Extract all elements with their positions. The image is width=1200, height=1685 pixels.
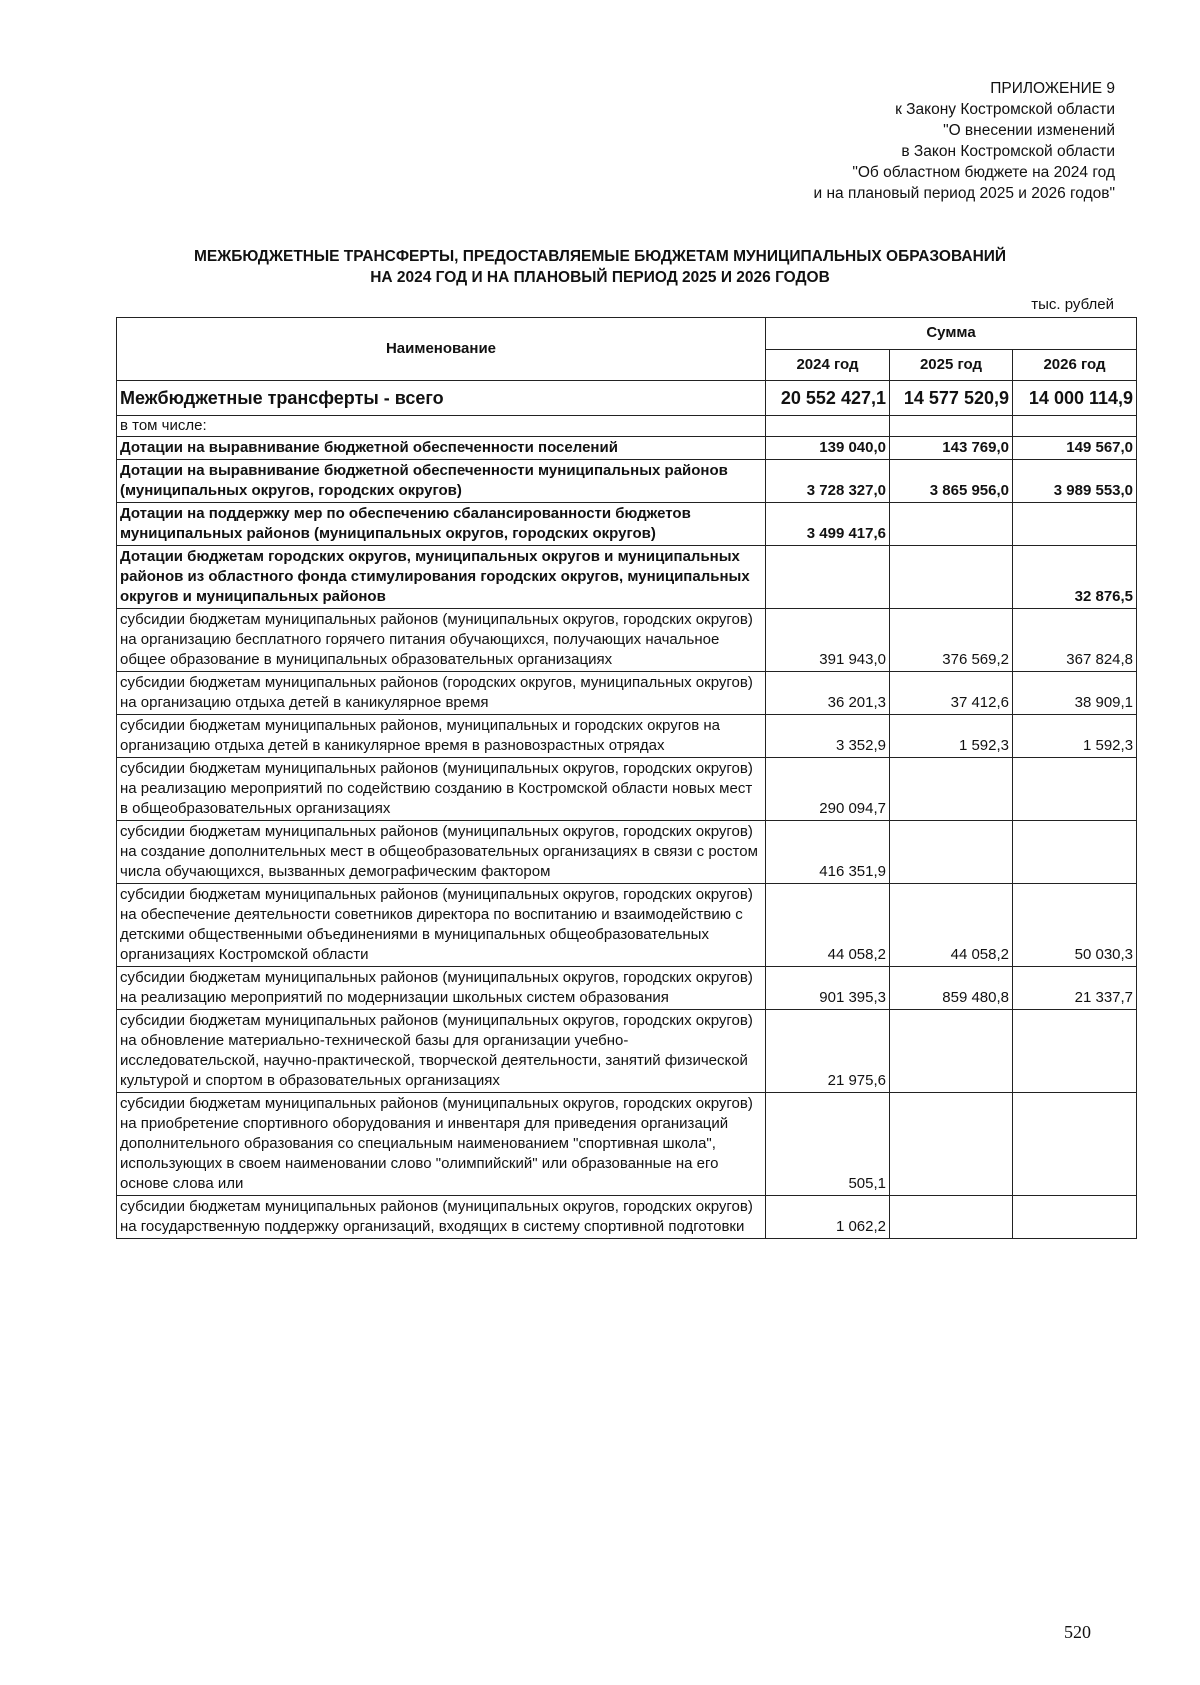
table-row	[117, 967, 1137, 1010]
row-name: Дотации на выравнивание бюджетной обеспеченности поселений	[117, 437, 766, 460]
row-value-2024: 139 040,0	[766, 437, 890, 460]
row-value-2025: 37 412,6	[890, 672, 1013, 715]
table-row	[117, 884, 1137, 967]
row-value-2025: 3 865 956,0	[890, 460, 1013, 503]
row-value-2024: 391 943,0	[766, 609, 890, 672]
row-value-2024: 505,1	[766, 1093, 890, 1196]
row-name: субсидии бюджетам муниципальных районов, муниципальных и городских округов на организацию отдыха детей в каникулярное время в разновозрастных отрядах	[117, 715, 766, 758]
row-value-2024: 3 728 327,0	[766, 460, 890, 503]
row-name: субсидии бюджетам муниципальных районов (муниципальных округов, городских округов) на приобретение спортивного оборудования и инвентаря для приведения организаций дополнительного образования со специальным наименованием "спортивная школа", использующих в своем наименовании слово "олимпийский" или образованные на его основе слова или	[117, 1093, 766, 1196]
empty-cell	[890, 416, 1013, 437]
title-line-2: НА 2024 ГОД И НА ПЛАНОВЫЙ ПЕРИОД 2025 И 2026 ГОДОВ	[370, 269, 830, 286]
row-value-2025	[890, 1010, 1013, 1093]
row-value-2024: 44 058,2	[766, 884, 890, 967]
row-value-2025: 1 592,3	[890, 715, 1013, 758]
empty-cell	[766, 416, 890, 437]
header-year-2025: 2025 год	[890, 349, 1013, 381]
header-year-2026: 2026 год	[1013, 349, 1137, 381]
row-name: субсидии бюджетам муниципальных районов (муниципальных округов, городских округов) на организацию бесплатного горячего питания обучающихся, получающих начальное общее образование в муниципальных образовательных организациях	[117, 609, 766, 672]
empty-cell	[1013, 416, 1137, 437]
row-name: субсидии бюджетам муниципальных районов (муниципальных округов, городских округов) на реализацию мероприятий по содействию созданию в Костромской области новых мест в общеобразовательных организациях	[117, 758, 766, 821]
table-row	[117, 821, 1137, 884]
transfers-table	[116, 317, 1137, 1239]
row-name: Дотации бюджетам городских округов, муниципальных округов и муниципальных районов из областного фонда стимулирования городских округов, муниципальных округов и муниципальных районов	[117, 546, 766, 609]
header-year-2024: 2024 год	[766, 349, 890, 381]
row-value-2024: 36 201,3	[766, 672, 890, 715]
row-value-2026	[1013, 758, 1137, 821]
row-name: субсидии бюджетам муниципальных районов (муниципальных округов, городских округов) на реализацию мероприятий по модернизации школьных систем образования	[117, 967, 766, 1010]
row-name: субсидии бюджетам муниципальных районов (муниципальных округов, городских округов) на обновление материально-технической базы для организации учебно-исследовательской, научно-практической, творческой деятельности, занятий физической культурой и спортом в образовательных организациях	[117, 1010, 766, 1093]
row-value-2026	[1013, 1010, 1137, 1093]
row-value-2024: 3 352,9	[766, 715, 890, 758]
table-row	[117, 460, 1137, 503]
table-row	[117, 1196, 1137, 1239]
row-value-2024: 290 094,7	[766, 758, 890, 821]
table-row	[117, 503, 1137, 546]
row-value-2026: 50 030,3	[1013, 884, 1137, 967]
row-value-2026: 149 567,0	[1013, 437, 1137, 460]
row-name: Дотации на выравнивание бюджетной обеспеченности муниципальных районов (муниципальных округов, городских округов)	[117, 460, 766, 503]
row-value-2025	[890, 821, 1013, 884]
row-value-2026	[1013, 503, 1137, 546]
header-sum: Сумма	[766, 318, 1137, 350]
row-name: субсидии бюджетам муниципальных районов (муниципальных округов, городских округов) на государственную поддержку организаций, входящих в систему спортивной подготовки	[117, 1196, 766, 1239]
total-row	[117, 381, 1137, 416]
row-value-2024: 21 975,6	[766, 1010, 890, 1093]
row-value-2025: 44 058,2	[890, 884, 1013, 967]
appendix-heading	[695, 78, 1115, 204]
document-title	[90, 246, 1110, 288]
row-value-2024: 1 062,2	[766, 1196, 890, 1239]
row-value-2024	[766, 546, 890, 609]
title-line-1: МЕЖБЮДЖЕТНЫЕ ТРАНСФЕРТЫ, ПРЕДОСТАВЛЯЕМЫЕ БЮДЖЕТАМ МУНИЦИПАЛЬНЫХ ОБРАЗОВАНИЙ	[193, 248, 1007, 265]
row-name: субсидии бюджетам муниципальных районов (муниципальных округов, городских округов) на создание дополнительных мест в общеобразовательных организациях в связи с ростом числа обучающихся, вызванных демографическим фактором	[117, 821, 766, 884]
row-value-2026: 1 592,3	[1013, 715, 1137, 758]
table-row	[117, 546, 1137, 609]
row-value-2026	[1013, 1196, 1137, 1239]
row-name: субсидии бюджетам муниципальных районов (городских округов, муниципальных округов) на организацию отдыха детей в каникулярное время	[117, 672, 766, 715]
row-value-2026	[1013, 1093, 1137, 1196]
row-value-2026: 3 989 553,0	[1013, 460, 1137, 503]
table-row	[117, 437, 1137, 460]
total-2025: 14 577 520,9	[890, 381, 1013, 416]
total-2026: 14 000 114,9	[1013, 381, 1137, 416]
appendix-line: к Закону Костромской области	[895, 101, 1115, 118]
row-value-2025	[890, 758, 1013, 821]
row-value-2026	[1013, 821, 1137, 884]
row-name: субсидии бюджетам муниципальных районов (муниципальных округов, городских округов) на обеспечение деятельности советников директора по воспитанию и взаимодействию с детскими общественными объединениями в муниципальных общеобразовательных организациях Костромской области	[117, 884, 766, 967]
header-name: Наименование	[117, 318, 766, 381]
page-number: 520	[1064, 1622, 1091, 1642]
table-row	[117, 609, 1137, 672]
including-row	[117, 416, 1137, 437]
row-value-2026: 38 909,1	[1013, 672, 1137, 715]
table-row	[117, 1010, 1137, 1093]
row-value-2024: 416 351,9	[766, 821, 890, 884]
appendix-line: и на плановый период 2025 и 2026 годов"	[813, 185, 1115, 202]
row-value-2026: 367 824,8	[1013, 609, 1137, 672]
units-label: тыс. рублей	[1031, 296, 1114, 313]
row-value-2025	[890, 1093, 1013, 1196]
row-value-2026: 21 337,7	[1013, 967, 1137, 1010]
table-row	[117, 758, 1137, 821]
row-value-2026: 32 876,5	[1013, 546, 1137, 609]
row-name: Дотации на поддержку мер по обеспечению сбалансированности бюджетов муниципальных районов (муниципальных округов, городских округов)	[117, 503, 766, 546]
row-value-2025	[890, 546, 1013, 609]
row-value-2025: 376 569,2	[890, 609, 1013, 672]
row-value-2025	[890, 503, 1013, 546]
row-value-2025: 143 769,0	[890, 437, 1013, 460]
row-value-2025: 859 480,8	[890, 967, 1013, 1010]
table-row	[117, 715, 1137, 758]
including-label: в том числе:	[117, 416, 766, 437]
row-value-2025	[890, 1196, 1013, 1239]
table-row	[117, 672, 1137, 715]
row-value-2024: 3 499 417,6	[766, 503, 890, 546]
total-name: Межбюджетные трансферты - всего	[117, 381, 766, 416]
total-2024: 20 552 427,1	[766, 381, 890, 416]
appendix-line: "О внесении изменений	[943, 122, 1115, 139]
appendix-line: ПРИЛОЖЕНИЕ 9	[990, 80, 1115, 97]
appendix-line: в Закон Костромской области	[901, 143, 1115, 160]
table-row	[117, 1093, 1137, 1196]
row-value-2024: 901 395,3	[766, 967, 890, 1010]
appendix-line: "Об областном бюджете на 2024 год	[852, 164, 1115, 181]
